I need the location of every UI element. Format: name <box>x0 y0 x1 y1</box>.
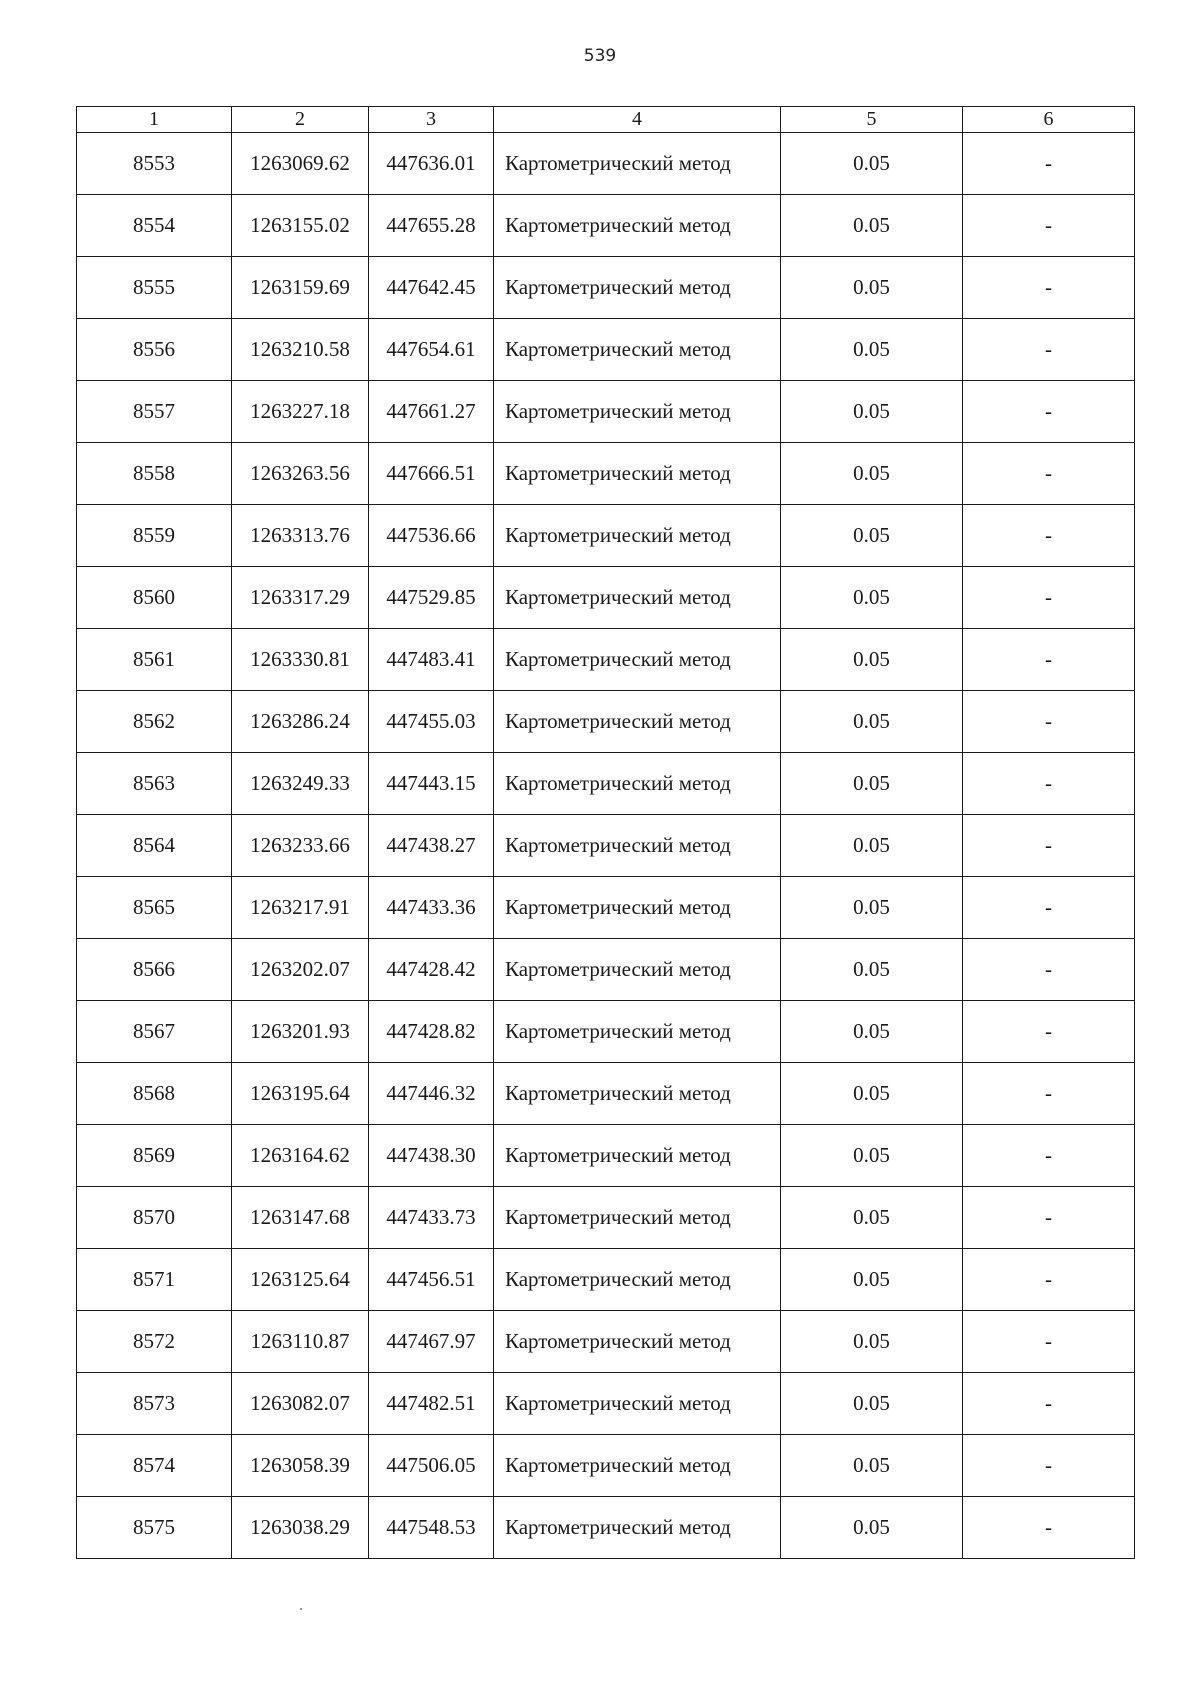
y-coordinate-cell: 447467.97 <box>369 1311 494 1373</box>
accuracy-cell: 0.05 <box>781 1435 963 1497</box>
point-number-cell: 8572 <box>77 1311 232 1373</box>
y-coordinate-cell: 447433.36 <box>369 877 494 939</box>
x-coordinate-cell: 1263147.68 <box>232 1187 369 1249</box>
table-row <box>77 691 1135 753</box>
method-cell: Картометрический метод <box>494 1373 781 1435</box>
point-number-cell: 8571 <box>77 1249 232 1311</box>
y-coordinate-cell: 447443.15 <box>369 753 494 815</box>
method-cell: Картометрический метод <box>494 257 781 319</box>
table-row <box>77 1187 1135 1249</box>
x-coordinate-cell: 1263202.07 <box>232 939 369 1001</box>
note-cell: - <box>963 691 1135 753</box>
x-coordinate-cell: 1263330.81 <box>232 629 369 691</box>
point-number-cell: 8575 <box>77 1497 232 1559</box>
method-cell: Картометрический метод <box>494 1249 781 1311</box>
accuracy-cell: 0.05 <box>781 1497 963 1559</box>
y-coordinate-cell: 447548.53 <box>369 1497 494 1559</box>
method-cell: Картометрический метод <box>494 319 781 381</box>
accuracy-cell: 0.05 <box>781 319 963 381</box>
method-cell: Картометрический метод <box>494 691 781 753</box>
table-row <box>77 257 1135 319</box>
point-number-cell: 8556 <box>77 319 232 381</box>
note-cell: - <box>963 1125 1135 1187</box>
accuracy-cell: 0.05 <box>781 815 963 877</box>
method-cell: Картометрический метод <box>494 629 781 691</box>
accuracy-cell: 0.05 <box>781 1311 963 1373</box>
method-cell: Картометрический метод <box>494 195 781 257</box>
note-cell: - <box>963 939 1135 1001</box>
accuracy-cell: 0.05 <box>781 133 963 195</box>
table-row <box>77 753 1135 815</box>
note-cell: - <box>963 381 1135 443</box>
accuracy-cell: 0.05 <box>781 1249 963 1311</box>
note-cell: - <box>963 195 1135 257</box>
method-cell: Картометрический метод <box>494 1311 781 1373</box>
y-coordinate-cell: 447428.42 <box>369 939 494 1001</box>
method-cell: Картометрический метод <box>494 815 781 877</box>
point-number-cell: 8574 <box>77 1435 232 1497</box>
point-number-cell: 8555 <box>77 257 232 319</box>
accuracy-cell: 0.05 <box>781 567 963 629</box>
y-coordinate-cell: 447529.85 <box>369 567 494 629</box>
scan-speck <box>300 1608 302 1610</box>
x-coordinate-cell: 1263155.02 <box>232 195 369 257</box>
point-number-cell: 8569 <box>77 1125 232 1187</box>
y-coordinate-cell: 447642.45 <box>369 257 494 319</box>
method-cell: Картометрический метод <box>494 1497 781 1559</box>
point-number-cell: 8568 <box>77 1063 232 1125</box>
table-row <box>77 1063 1135 1125</box>
x-coordinate-cell: 1263058.39 <box>232 1435 369 1497</box>
accuracy-cell: 0.05 <box>781 257 963 319</box>
y-coordinate-cell: 447661.27 <box>369 381 494 443</box>
table-row <box>77 1001 1135 1063</box>
x-coordinate-cell: 1263263.56 <box>232 443 369 505</box>
note-cell: - <box>963 629 1135 691</box>
accuracy-cell: 0.05 <box>781 691 963 753</box>
method-cell: Картометрический метод <box>494 505 781 567</box>
point-number-cell: 8560 <box>77 567 232 629</box>
x-coordinate-cell: 1263317.29 <box>232 567 369 629</box>
method-cell: Картометрический метод <box>494 1187 781 1249</box>
method-cell: Картометрический метод <box>494 133 781 195</box>
point-number-cell: 8563 <box>77 753 232 815</box>
table-row <box>77 877 1135 939</box>
table-row <box>77 133 1135 195</box>
accuracy-cell: 0.05 <box>781 629 963 691</box>
x-coordinate-cell: 1263069.62 <box>232 133 369 195</box>
column-header: 6 <box>963 107 1135 133</box>
method-cell: Картометрический метод <box>494 443 781 505</box>
table-row <box>77 567 1135 629</box>
note-cell: - <box>963 1373 1135 1435</box>
x-coordinate-cell: 1263159.69 <box>232 257 369 319</box>
note-cell: - <box>963 1187 1135 1249</box>
method-cell: Картометрический метод <box>494 1435 781 1497</box>
table-row <box>77 1249 1135 1311</box>
method-cell: Картометрический метод <box>494 753 781 815</box>
accuracy-cell: 0.05 <box>781 443 963 505</box>
table-row <box>77 319 1135 381</box>
note-cell: - <box>963 1497 1135 1559</box>
method-cell: Картометрический метод <box>494 939 781 1001</box>
method-cell: Картометрический метод <box>494 567 781 629</box>
note-cell: - <box>963 443 1135 505</box>
x-coordinate-cell: 1263195.64 <box>232 1063 369 1125</box>
point-number-cell: 8557 <box>77 381 232 443</box>
note-cell: - <box>963 257 1135 319</box>
x-coordinate-cell: 1263082.07 <box>232 1373 369 1435</box>
note-cell: - <box>963 319 1135 381</box>
x-coordinate-cell: 1263217.91 <box>232 877 369 939</box>
accuracy-cell: 0.05 <box>781 939 963 1001</box>
point-number-cell: 8567 <box>77 1001 232 1063</box>
y-coordinate-cell: 447438.30 <box>369 1125 494 1187</box>
note-cell: - <box>963 877 1135 939</box>
y-coordinate-cell: 447428.82 <box>369 1001 494 1063</box>
x-coordinate-cell: 1263286.24 <box>232 691 369 753</box>
note-cell: - <box>963 1435 1135 1497</box>
y-coordinate-cell: 447433.73 <box>369 1187 494 1249</box>
note-cell: - <box>963 1001 1135 1063</box>
coordinates-table <box>76 106 1135 1559</box>
note-cell: - <box>963 753 1135 815</box>
accuracy-cell: 0.05 <box>781 1125 963 1187</box>
point-number-cell: 8570 <box>77 1187 232 1249</box>
note-cell: - <box>963 1311 1135 1373</box>
y-coordinate-cell: 447666.51 <box>369 443 494 505</box>
x-coordinate-cell: 1263038.29 <box>232 1497 369 1559</box>
point-number-cell: 8564 <box>77 815 232 877</box>
point-number-cell: 8562 <box>77 691 232 753</box>
point-number-cell: 8561 <box>77 629 232 691</box>
accuracy-cell: 0.05 <box>781 1373 963 1435</box>
x-coordinate-cell: 1263249.33 <box>232 753 369 815</box>
method-cell: Картометрический метод <box>494 1001 781 1063</box>
table-row <box>77 1435 1135 1497</box>
table-row <box>77 815 1135 877</box>
point-number-cell: 8565 <box>77 877 232 939</box>
column-header: 5 <box>781 107 963 133</box>
accuracy-cell: 0.05 <box>781 1063 963 1125</box>
y-coordinate-cell: 447482.51 <box>369 1373 494 1435</box>
table-row <box>77 1311 1135 1373</box>
y-coordinate-cell: 447654.61 <box>369 319 494 381</box>
note-cell: - <box>963 133 1135 195</box>
note-cell: - <box>963 567 1135 629</box>
method-cell: Картометрический метод <box>494 1063 781 1125</box>
table-row <box>77 381 1135 443</box>
table-row <box>77 1373 1135 1435</box>
point-number-cell: 8559 <box>77 505 232 567</box>
column-header: 1 <box>77 107 232 133</box>
x-coordinate-cell: 1263313.76 <box>232 505 369 567</box>
accuracy-cell: 0.05 <box>781 1001 963 1063</box>
y-coordinate-cell: 447536.66 <box>369 505 494 567</box>
table-row <box>77 195 1135 257</box>
column-header: 4 <box>494 107 781 133</box>
table-row <box>77 1497 1135 1559</box>
x-coordinate-cell: 1263110.87 <box>232 1311 369 1373</box>
x-coordinate-cell: 1263233.66 <box>232 815 369 877</box>
x-coordinate-cell: 1263201.93 <box>232 1001 369 1063</box>
y-coordinate-cell: 447483.41 <box>369 629 494 691</box>
point-number-cell: 8553 <box>77 133 232 195</box>
note-cell: - <box>963 1063 1135 1125</box>
accuracy-cell: 0.05 <box>781 753 963 815</box>
point-number-cell: 8558 <box>77 443 232 505</box>
x-coordinate-cell: 1263125.64 <box>232 1249 369 1311</box>
y-coordinate-cell: 447455.03 <box>369 691 494 753</box>
note-cell: - <box>963 505 1135 567</box>
note-cell: - <box>963 1249 1135 1311</box>
y-coordinate-cell: 447438.27 <box>369 815 494 877</box>
table-row <box>77 939 1135 1001</box>
y-coordinate-cell: 447456.51 <box>369 1249 494 1311</box>
point-number-cell: 8554 <box>77 195 232 257</box>
column-header: 2 <box>232 107 369 133</box>
accuracy-cell: 0.05 <box>781 505 963 567</box>
table-header-row <box>77 107 1135 133</box>
accuracy-cell: 0.05 <box>781 195 963 257</box>
point-number-cell: 8566 <box>77 939 232 1001</box>
y-coordinate-cell: 447636.01 <box>369 133 494 195</box>
accuracy-cell: 0.05 <box>781 1187 963 1249</box>
table-row <box>77 443 1135 505</box>
x-coordinate-cell: 1263227.18 <box>232 381 369 443</box>
accuracy-cell: 0.05 <box>781 381 963 443</box>
page-number: 539 <box>583 46 617 66</box>
method-cell: Картометрический метод <box>494 1125 781 1187</box>
y-coordinate-cell: 447446.32 <box>369 1063 494 1125</box>
table-row <box>77 629 1135 691</box>
x-coordinate-cell: 1263210.58 <box>232 319 369 381</box>
point-number-cell: 8573 <box>77 1373 232 1435</box>
note-cell: - <box>963 815 1135 877</box>
y-coordinate-cell: 447506.05 <box>369 1435 494 1497</box>
method-cell: Картометрический метод <box>494 381 781 443</box>
x-coordinate-cell: 1263164.62 <box>232 1125 369 1187</box>
column-header: 3 <box>369 107 494 133</box>
table-row <box>77 505 1135 567</box>
table-row <box>77 1125 1135 1187</box>
y-coordinate-cell: 447655.28 <box>369 195 494 257</box>
accuracy-cell: 0.05 <box>781 877 963 939</box>
table-body <box>77 133 1135 1559</box>
method-cell: Картометрический метод <box>494 877 781 939</box>
